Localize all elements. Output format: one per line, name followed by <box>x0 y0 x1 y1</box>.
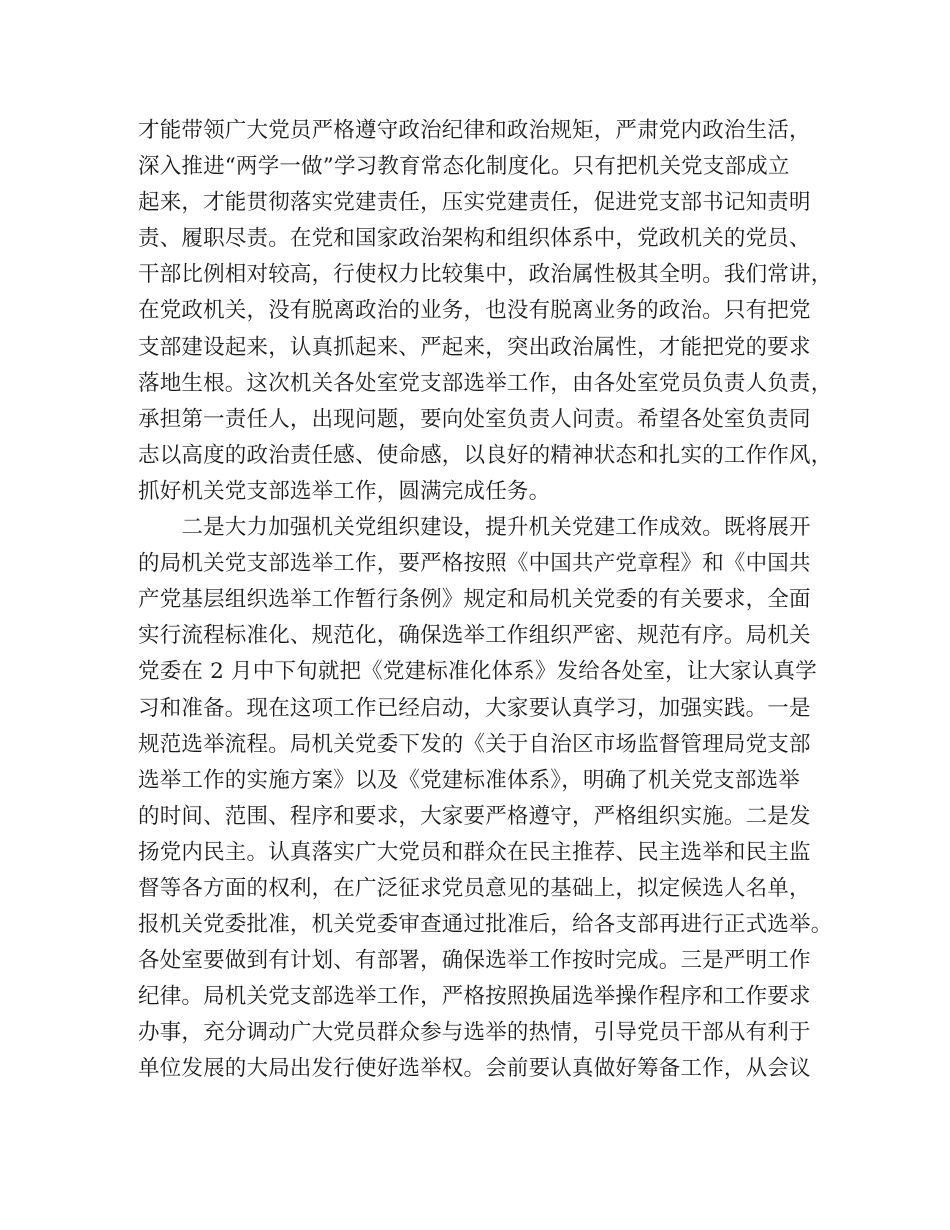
text-line: 志以高度的政治责任感、使命感，以良好的精神状态和扎实的工作作风， <box>138 442 833 468</box>
text-line: 在党政机关，没有脱离政治的业务，也没有脱离业务的政治。只有把党 <box>138 298 811 324</box>
text-line: 深入推进“两学一做”学习教育常态化制度化。只有把机关党支部成立 <box>138 154 790 180</box>
text-line: 二是大力加强机关党组织建设，提升机关党建工作成效。既将展开 <box>138 515 811 541</box>
text-line: 实行流程标准化、规范化，确保选举工作组织严密、规范有序。局机关 <box>138 623 811 649</box>
text-line: 的时间、范围、程序和要求，大家要严格遵守，严格组织实施。二是发 <box>138 803 811 829</box>
text-line: 督等各方面的权利，在广泛征求党员意见的基础上，拟定候选人名单， <box>138 875 811 901</box>
text-line: 才能带领广大党员严格遵守政治纪律和政治规矩，严肃党内政治生活， <box>138 118 811 143</box>
text-line: 起来，才能贯彻落实党建责任，压实党建责任，促进党支部书记知责明 <box>138 190 811 216</box>
text-line: 的局机关党支部选举工作，要严格按照《中国共产党章程》和《中国共 <box>138 551 811 577</box>
document-body <box>138 113 833 1088</box>
text-line: 扬党内民主。认真落实广大党员和群众在民主推荐、民主选举和民主监 <box>138 839 811 865</box>
text-line: 习和准备。现在这项工作已经启动，大家要认真学习，加强实践。一是 <box>138 695 811 721</box>
text-line: 单位发展的大局出发行使好选举权。会前要认真做好筹备工作，从会议 <box>138 1056 811 1082</box>
text-line: 承担第一责任人，出现问题，要向处室负责人问责。希望各处室负责同 <box>138 406 811 432</box>
text-line: 产党基层组织选举工作暂行条例》规定和局机关党委的有关要求，全面 <box>138 587 811 613</box>
text-line: 抓好机关党支部选举工作，圆满完成任务。 <box>138 478 551 504</box>
text-line: 选举工作的实施方案》以及《党建标准体系》，明确了机关党支部选举 <box>138 767 800 793</box>
text-line: 各处室要做到有计划、有部署，确保选举工作按时完成。三是严明工作 <box>138 948 811 974</box>
text-line: 责、履职尽责。在党和国家政治架构和组织体系中，党政机关的党员、 <box>138 226 811 252</box>
text-line: 落地生根。这次机关各处室党支部选举工作，由各处室党员负责人负责， <box>138 370 833 396</box>
text-line: 报机关党委批准，机关党委审查通过批准后，给各支部再进行正式选举。 <box>138 912 833 938</box>
text-line: 办事，充分调动广大党员群众参与选举的热情，引导党员干部从有利于 <box>138 1020 811 1046</box>
text-line: 党委在 2 月中下旬就把《党建标准化体系》发给各处室，让大家认真学 <box>138 659 817 685</box>
text-line: 纪律。局机关党支部选举工作，严格按照换届选举操作程序和工作要求 <box>138 984 811 1010</box>
text-line: 规范选举流程。局机关党委下发的《关于自治区市场监督管理局党支部 <box>138 731 811 757</box>
text-line: 支部建设起来，认真抓起来、严起来，突出政治属性，才能把党的要求 <box>138 334 811 360</box>
text-line: 干部比例相对较高，行使权力比较集中，政治属性极其全明。我们常讲， <box>138 262 833 288</box>
